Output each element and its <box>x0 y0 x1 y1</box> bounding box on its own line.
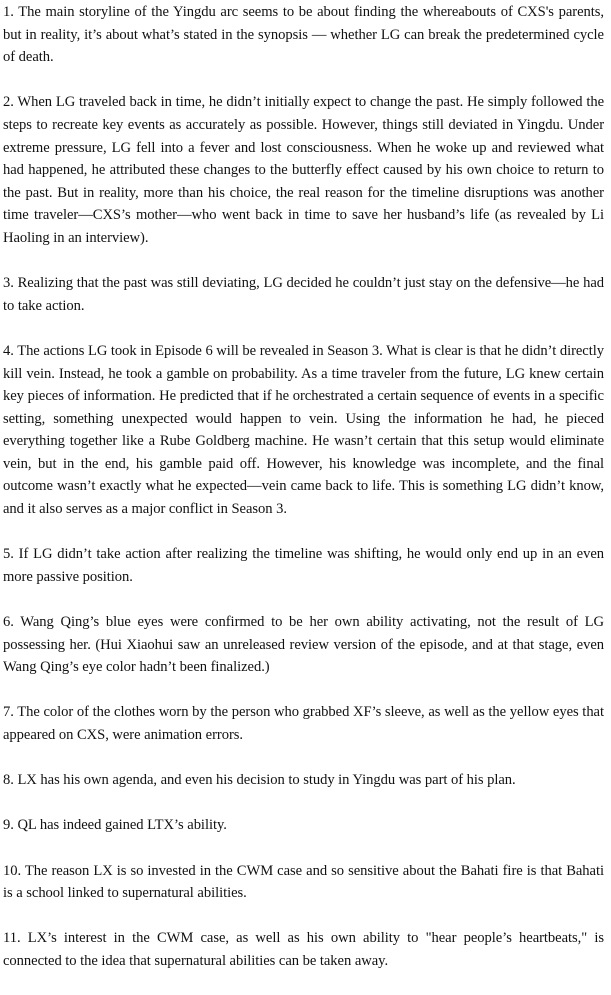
paragraph-1: 1. The main storyline of the Yingdu arc seems to be about finding the whereabouts of CXS's parents, but in reality, it’s about what’s stated in the synopsis — whether LG can break the predetermined cycle of death. <box>3 4 604 66</box>
paragraph-7: 7. The color of the clothes worn by the person who grabbed XF’s sleeve, as well as the yellow eyes that appeared on CXS, were animation errors. <box>3 704 604 743</box>
paragraph-11: 11. LX’s interest in the CWM case, as well as his own ability to "hear people’s heartbeats," is connected to the idea that supernatural abilities can be taken away. <box>3 930 604 969</box>
paragraph-10: 10. The reason LX is so invested in the CWM case and so sensitive about the Bahati fire is that Bahati is a school linked to supernatural abilities. <box>3 862 604 902</box>
paragraph-2: 2. When LG traveled back in time, he didn’t initially expect to change the past. He simply followed the steps to recreate key events as accurately as possible. However, things still deviated in Yingdu. Under extreme pressure, LG fell into a fever and lost consciousness. When he woke up and reviewed what had happened, he attributed these changes to the butterfly effect caused by his own choice to return to the past. But in reality, more than his choice, the real reason for the timeline disruptions was another time traveler—CXS’s mother—who went back in time to save her husband’s life (as revealed by Li Haoling in an interview). <box>3 94 604 246</box>
paragraph-3: 3. Realizing that the past was still deviating, LG decided he couldn’t just stay on the defensive—he had to take action. <box>3 275 604 314</box>
paragraph-9: 9. QL has indeed gained LTX’s ability. <box>3 817 227 834</box>
paragraph-5: 5. If LG didn’t take action after realizing the timeline was shifting, he would only end up in an even more passive position. <box>3 546 604 585</box>
paragraph-4: 4. The actions LG took in Episode 6 will be revealed in Season 3. What is clear is that he didn’t directly kill vein. Instead, he took a gamble on probability. As a time traveler from the future, LG knew certain key pieces of information. He predicted that if he orchestrated a certain sequence of events in a specific setting, something unexpected would happen to vein. Using the information he had, he pieced everything together like a Rube Goldberg machine. He wasn’t certain that this setup would eliminate vein, but in the end, his gamble paid off. However, his knowledge was incomplete, and the final outcome wasn’t exactly what he expected—vein came back to life. This is something LG didn’t know, and it also serves as a major conflict in Season 3. <box>3 342 604 518</box>
paragraph-6: 6. Wang Qing’s blue eyes were confirmed to be her own ability activating, not the result of LG possessing her. (Hui Xiaohui saw an unreleased review version of the episode, and at that stage, even Wang Qing’s eye color hadn’t been finalized.) <box>3 614 604 676</box>
paragraph-8: 8. LX has his own agenda, and even his decision to study in Yingdu was part of his plan. <box>3 772 516 789</box>
